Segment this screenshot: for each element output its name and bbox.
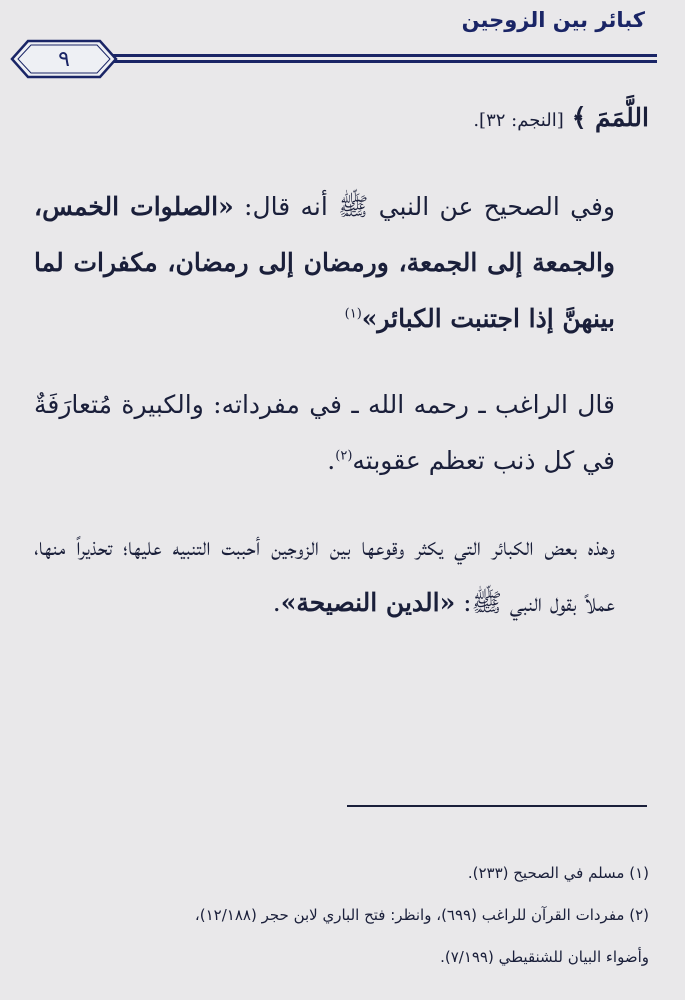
hadith-text: «الصلوات الخمس، والجمعة إلى الجمعة، ورمضان إلى رمضان، مكفرات لما بينهنَّ إذا اجتنبت الكبائر» [34,192,615,333]
paragraph-text: قال الراغب ـ رحمه الله ـ في مفرداته: والكبيرة مُتعارَفَةٌ في كل ذنب تعظم عقوبته [34,390,615,475]
header-rule [100,54,657,63]
verse-reference: [النجم: ٣٢]. [473,110,564,131]
paragraph-lead: وفي الصحيح عن النبي ﷺ أنه قال: [233,192,615,221]
spacer [34,347,649,377]
paragraph-text: وهذه بعض الكبائر التي يكثر وقوعها بين الزوجين أحببت التنبيه عليها؛ تحذيراً منها، عملاً بقول النبي ﷺ: [34,532,615,617]
verse-fragment: اللَّمَمَ ﴾ [571,103,649,132]
paragraph-intro: وهذه بعض الكبائر التي يكثر وقوعها بين الزوجين أحببت التنبيه عليها؛ تحذيراً منها، عملاً بقول النبي ﷺ: «الدين النصيحة». [34,532,615,617]
hadith-text: «الدين النصيحة» [280,588,456,617]
paragraph-raghib: قال الراغب ـ رحمه الله ـ في مفرداته: والكبيرة مُتعارَفَةٌ في كل ذنب تعظم عقوبته$^{(٢)}$. [34,390,615,475]
verse-ending-line [34,90,649,149]
spacer [34,149,649,179]
page-number-badge [10,38,118,80]
footnote-marker: (٢) [335,448,353,464]
footnote-separator [347,805,647,807]
footnotes [34,852,649,978]
running-header-title: كبائر بين الزوجين [461,8,645,32]
footnote-2-continued: وأضواء البيان للشنقيطي (٧/١٩٩). [440,948,649,966]
page-number: ٩ [58,46,70,72]
footnote-1: (١) مسلم في الصحيح (٢٣٣). [467,864,649,882]
paragraph-hadith-prayers [34,179,649,347]
main-text [34,90,649,631]
spacer [34,489,649,519]
footnote-2: (٢) مفردات القرآن للراغب (٦٩٩)، وانظر: فتح الباري لابن حجر (١٢/١٨٨)، [194,906,649,924]
footnote-marker: (١) [344,306,362,322]
